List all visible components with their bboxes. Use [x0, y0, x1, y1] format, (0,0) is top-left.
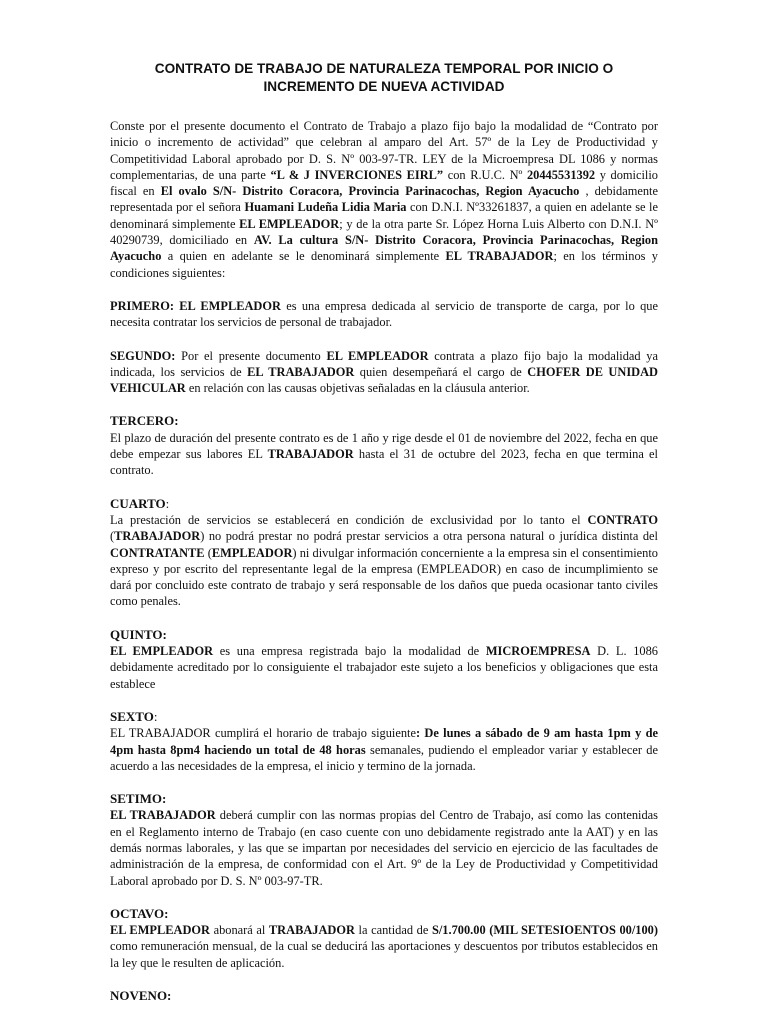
text-run: CONTRATO — [587, 512, 658, 527]
clause-octavo — [110, 906, 658, 971]
clause-body — [110, 807, 658, 888]
text-run: CONTRATANTE — [110, 545, 205, 560]
text-run: hasta el 31 de octubre del 2023, fecha en que termina el contrato. — [110, 447, 658, 478]
text-run: en relación con las causas objetivas señaladas en la cláusula anterior. — [185, 381, 530, 396]
clause-body — [110, 725, 658, 774]
text-run: Huamani Ludeña Lidia Maria — [244, 200, 407, 215]
clause-setimo — [110, 791, 658, 889]
clause-body — [110, 430, 658, 479]
text-run: semanales, pudiendo el empleador variar y establecer de acuerdo a las necesidades de la empresa, el inicio y termino de la jornada. — [110, 742, 659, 773]
document-title: CONTRATO DE TRABAJO DE NATURALEZA TEMPORAL POR INICIO O INCREMENTO DE NUEVA ACTIVIDAD — [154, 61, 614, 94]
text-run: TRABAJADOR — [267, 447, 354, 462]
text-run: PRIMERO: EL EMPLEADOR — [110, 298, 281, 313]
text-run: EL EMPLEADOR — [326, 348, 429, 363]
text-run: abonará al — [209, 923, 269, 938]
text-run: EMPLEADOR — [211, 545, 293, 560]
text-run: AV. La cultura S/N- Distrito Coracora, Provincia Parinacochas, Region Ayacucho — [110, 233, 658, 264]
clause-heading: QUINTO: — [110, 626, 167, 642]
clause-body — [110, 512, 658, 610]
text-run: EL TRABAJADOR — [445, 249, 554, 264]
clause-tercero — [110, 413, 658, 478]
text-run: SEGUNDO: — [110, 348, 176, 363]
text-run: ( — [204, 545, 212, 560]
contract-page — [110, 60, 658, 1004]
clause-quinto — [110, 627, 658, 692]
text-run: con D.N.I. Nº33261837, a quien en adelante se le denominará simplemente — [110, 200, 658, 231]
text-run: MICROEMPRESA — [485, 644, 591, 659]
text-run: : De lunes a sábado de 9 am hasta 1pm y de 4pm hasta 8pm4 haciendo un total de 48 horas — [110, 726, 659, 757]
text-run: es una empresa dedicada al servicio de transporte de carga, por lo que necesita contratar los servicios de personal de trabajador. — [110, 298, 658, 330]
text-run: El plazo de duración del presente contrato es de 1 año y rige desde el 01 de noviembre del 2022, fecha en que debe empezar sus labores EL — [110, 430, 658, 462]
text-run: EL EMPLEADOR — [239, 216, 340, 231]
text-run: D. L. 1086 debidamente acreditado por lo consiguiente el trabajador este sujeto a los beneficios y obligaciones que esta establece — [110, 644, 659, 691]
text-run: la cantidad de — [354, 923, 432, 938]
text-run: EL TRABAJADOR — [110, 808, 216, 823]
clause-heading: CUARTO: — [110, 495, 170, 511]
clause-heading: SEXTO: — [110, 708, 158, 724]
text-run: es una empresa registrada bajo la modalidad de — [213, 644, 486, 659]
text-run: CHOFER DE UNIDAD VEHICULAR — [110, 364, 658, 396]
text-run: quien desempeñará el cargo de — [354, 364, 528, 379]
text-run: EL EMPLEADOR — [110, 644, 214, 659]
text-run: deberá cumplir con las normas propias del Centro de Trabajo, así como las contenidas en el Reglamento interno de Trabajo (en caso cuente con uno debidamente registrado ante la AAT) y en las demás normas laborales, y las que se impartan por necesidades del servicio en ejercicio de las facultades de administración de la empresa, de conformidad con el Art. 9º de la Ley de Productividad y Competitividad Laboral aprobado por D. S. Nº 003-97-TR. — [110, 808, 658, 888]
text-run: S/1.700.00 (MIL SETESIOENTOS 00/100) — [431, 923, 658, 938]
clause-primero — [110, 298, 658, 331]
clause-body — [110, 922, 658, 971]
text-run: “L & J INVERCIONES EIRL” — [270, 167, 444, 182]
clause-cuarto — [110, 496, 658, 610]
clause-heading: OCTAVO: — [110, 905, 169, 921]
text-run: TRABAJADOR — [268, 923, 355, 938]
text-run: contrata a plazo fijo bajo la modalidad ya indicada, los servicios de — [110, 348, 658, 379]
text-run: con R.U.C. Nº — [443, 167, 527, 182]
text-run: ) ni divulgar información concerniente a la empresa sin el consentimiento expreso y por escrito del representante legal de la empresa (EMPLEADOR) en caso de incumplimiento se dará por concluido este contrato de trabajo y será responsable de los daños que pueda ocasionar tanto civiles como penales. — [110, 545, 658, 609]
clause-heading: SETIMO: — [110, 791, 167, 807]
text-run: TRABAJADOR — [114, 529, 201, 544]
intro-paragraph — [110, 118, 658, 281]
text-run: EL TRABAJADOR cumplirá el horario de trabajo siguiente — [110, 726, 416, 741]
clause-heading: TERCERO: — [110, 413, 179, 429]
text-run: EL EMPLEADOR — [110, 923, 210, 938]
text-run: a quien en adelante se le denominará simplemente — [161, 249, 446, 264]
text-run: Conste por el presente documento el Contrato de Trabajo a plazo fijo bajo la modalidad de “Contrato por inicio o incremento de actividad” que celebran al amparo del Art. 57º de la Ley de Productividad y Competitividad Laboral aprobado por D. S. Nº 003-97-TR. LEY de la Microempresa DL 1086 y normas complementarias, de una parte — [110, 119, 658, 182]
text-run: y domicilio fiscal en — [110, 167, 658, 199]
clause-body — [110, 643, 658, 692]
text-run: , debidamente representada por el señora — [110, 184, 658, 215]
clause-sexto — [110, 709, 658, 774]
text-run: 20445531392 — [526, 167, 596, 182]
text-run: ; y de la otra parte Sr. López Horna Luis Alberto con D.N.I. Nº 40290739, domiciliado en — [110, 216, 658, 248]
text-run: ; en los términos y condiciones siguientes: — [110, 249, 658, 280]
clause-segundo — [110, 348, 658, 397]
text-run: El ovalo S/N- Distrito Coracora, Provincia Parinacochas, Region Ayacucho — [160, 184, 580, 199]
text-run: EL TRABAJADOR — [247, 364, 355, 379]
text-run: ( — [110, 529, 115, 544]
clause-noveno-heading: NOVENO: — [110, 988, 172, 1004]
text-run: como remuneración mensual, de la cual se deducirá las aportaciones y descuentos por tributos establecidos en la ley que le resulten de aplicación. — [110, 939, 658, 970]
text-run: La prestación de servicios se establecerá en condición de exclusividad por lo tanto el — [110, 512, 588, 527]
text-run: ) no podrá prestar no podrá prestar servicios a otra persona natural o jurídica distinta del — [200, 529, 658, 544]
text-run: Por el presente documento — [175, 348, 327, 363]
